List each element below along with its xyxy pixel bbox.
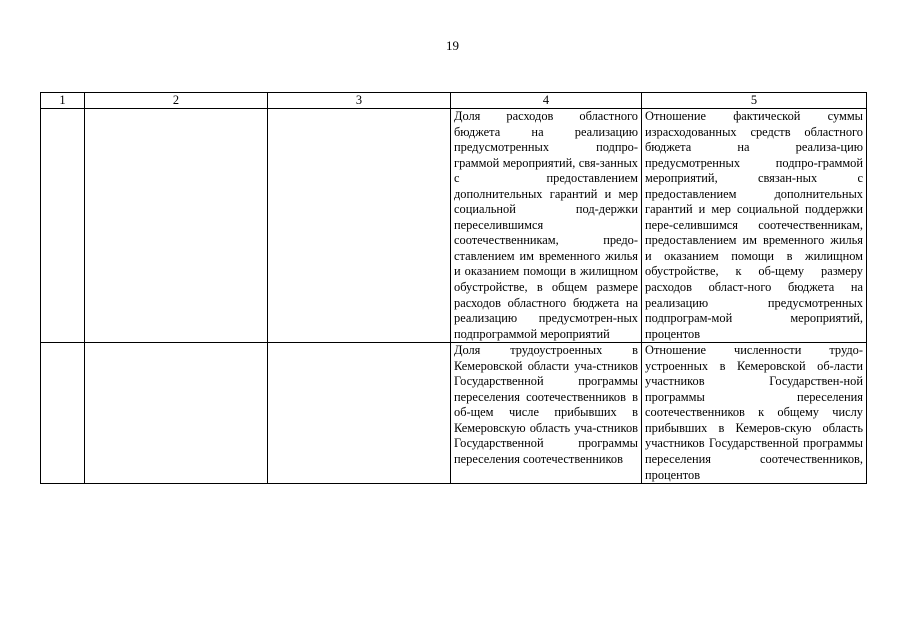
- page-number: 19: [446, 38, 459, 53]
- header-col-5: 5: [642, 93, 867, 109]
- table-row: [41, 109, 867, 343]
- cell-col-1: [41, 109, 85, 343]
- table-body: [41, 109, 867, 484]
- header-col-2: 2: [85, 93, 268, 109]
- cell-col-3: [268, 109, 451, 343]
- indicators-table: [40, 92, 867, 484]
- cell-col-2: [85, 343, 268, 484]
- indicator-name-cell: Доля расходов областного бюджета на реализацию предусмотренных подпро-граммой мероприятий, свя-занных с предоставлением дополнительных гарантий и мер социальной под-держки переселившимся соотечественникам, предо-ставлением им временного жилья и оказанием помощи в жилищном обустройстве, в общем размере расходов областного бюджета на реализацию предусмотрен-ных подпрограммой мероприятий: [451, 109, 642, 343]
- indicator-method-cell: Отношение численности трудо-устроенных в Кемеровской об-ласти участников Государствен-ной программы переселения соотечественников к общему числу прибывших в Кемеров-скую область участников Государственной программы переселения соотечественников, процентов: [642, 343, 867, 484]
- table-row: [41, 343, 867, 484]
- header-col-4: 4: [451, 93, 642, 109]
- cell-col-3: [268, 343, 451, 484]
- header-row: [41, 93, 867, 109]
- header-col-1: 1: [41, 93, 85, 109]
- indicator-name-cell: Доля трудоустроенных в Кемеровской области уча-стников Государственной программы переселения соотечественников в об-щем числе прибывших в Кемеровскую область уча-стников Государственной программы переселения соотечественников: [451, 343, 642, 484]
- table-header: [41, 93, 867, 109]
- cell-col-1: [41, 343, 85, 484]
- cell-col-2: [85, 109, 268, 343]
- header-col-3: 3: [268, 93, 451, 109]
- indicator-method-cell: Отношение фактической суммы израсходованных средств областного бюджета на реализа-цию предусмотренных подпро-граммой мероприятий, связан-ных с предоставлением дополнительных гарантий и мер социальной поддержки пере-селившимся соотечественникам, предоставлением им временного жилья и оказанием помощи в жилищном обустройстве, к об-щему размеру расходов област-ного бюджета на реализацию предусмотренных подпрограм-мой мероприятий, процентов: [642, 109, 867, 343]
